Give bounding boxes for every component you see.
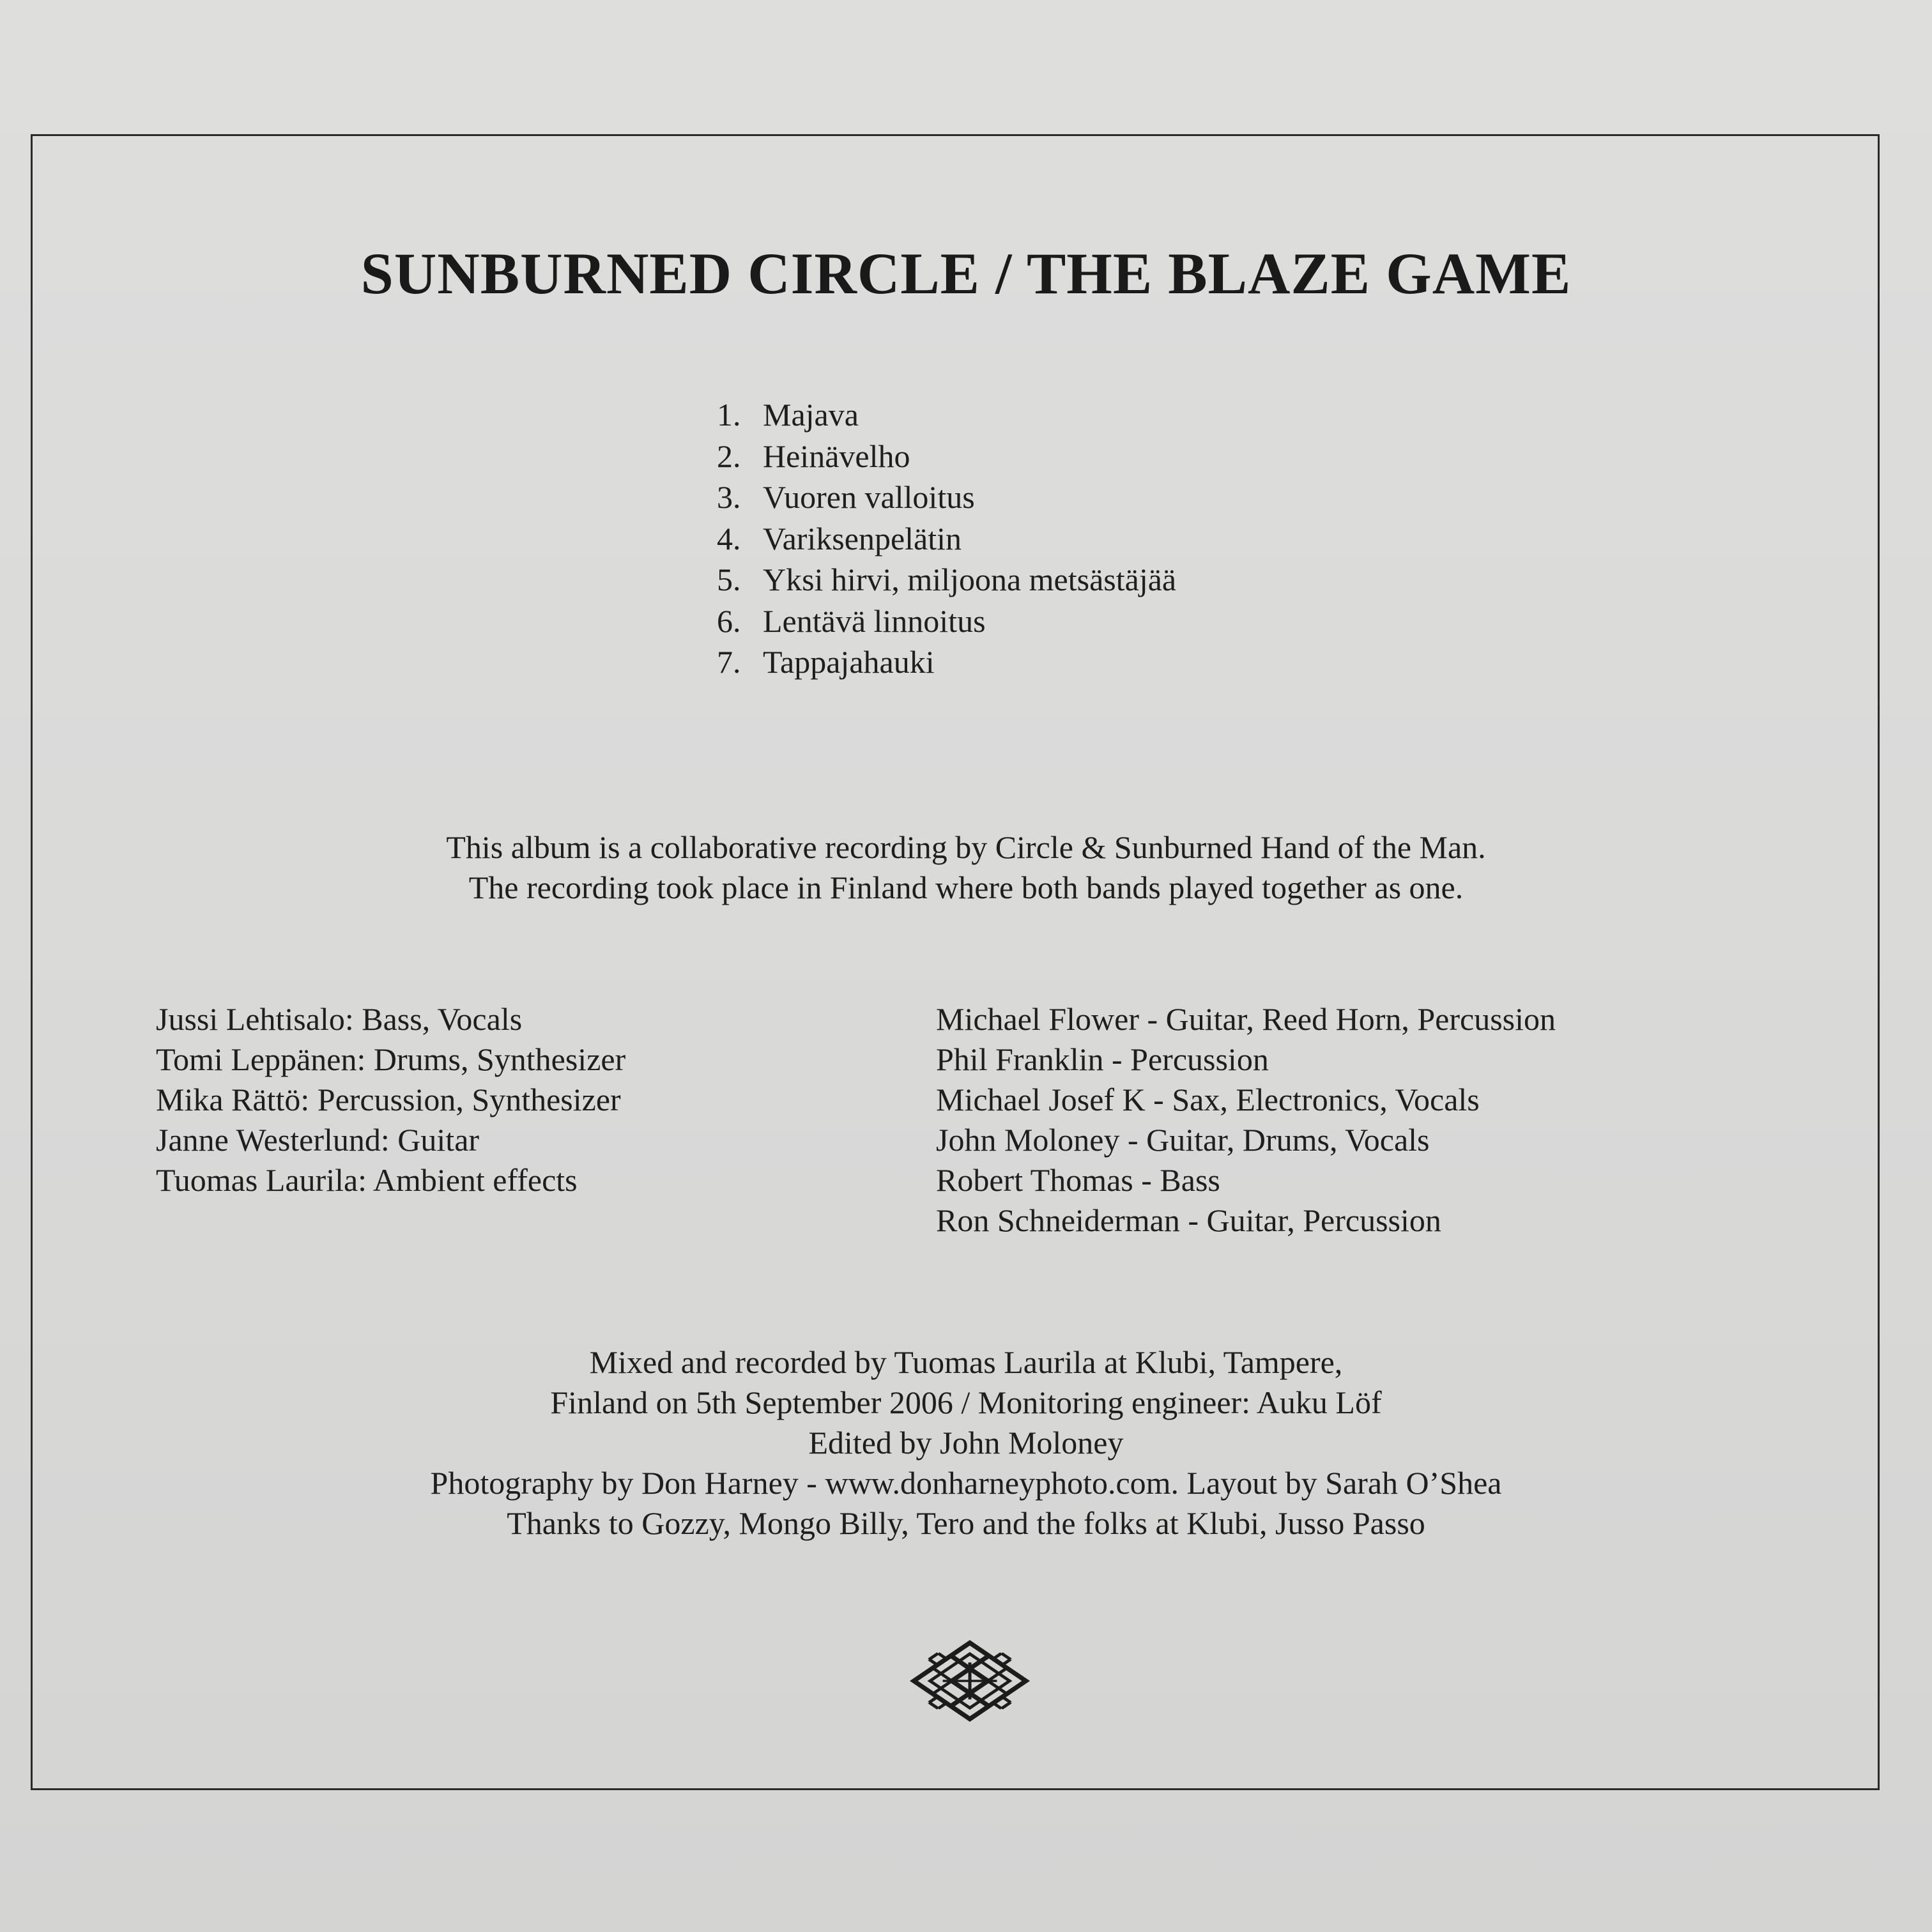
- track-item: [717, 559, 1176, 601]
- credit-line: Finland on 5th September 2006 / Monitoring engineer: Auku Löf: [550, 1384, 1382, 1420]
- member-credit: Michael Flower - Guitar, Reed Horn, Percussion: [936, 1001, 1556, 1037]
- members-circle: [156, 999, 625, 1200]
- tracklist: [717, 394, 1176, 683]
- album-title: SUNBURNED CIRCLE / THE BLAZE GAME: [360, 241, 1572, 306]
- member-credit: Tuomas Laurila: Ambient effects: [156, 1162, 578, 1198]
- track-item: [717, 641, 1176, 683]
- member-credit: Mika Rättö: Percussion, Synthesizer: [156, 1082, 621, 1117]
- member-credit: Robert Thomas - Bass: [936, 1162, 1220, 1198]
- track-name: Tappajahauki: [763, 644, 935, 680]
- production-credits: [0, 1342, 1932, 1544]
- liner-line: The recording took place in Finland where both bands played together as one.: [468, 870, 1464, 905]
- track-item: [717, 518, 1176, 560]
- liner-notes: [0, 827, 1932, 908]
- member-credit: Michael Josef K - Sax, Electronics, Vocals: [936, 1082, 1480, 1117]
- member-credit: Tomi Leppänen: Drums, Synthesizer: [156, 1041, 626, 1077]
- member-credit: Phil Franklin - Percussion: [936, 1041, 1269, 1077]
- track-name: Lentävä linnoitus: [763, 602, 986, 639]
- track-number: 4.: [717, 520, 741, 556]
- member-credit: Jussi Lehtisalo: Bass, Vocals: [156, 1001, 523, 1037]
- track-name: Yksi hirvi, miljoona metsästäjää: [763, 562, 1177, 597]
- track-item: [717, 436, 1176, 477]
- track-number: 3.: [717, 479, 741, 515]
- credit-line: Edited by John Moloney: [808, 1425, 1124, 1460]
- credit-line: Thanks to Gozzy, Mongo Billy, Tero and the folks at Klubi, Jusso Passo: [507, 1505, 1425, 1541]
- track-number: 6.: [717, 602, 741, 639]
- track-number: 7.: [717, 644, 741, 680]
- track-name: Vuoren valloitus: [763, 479, 975, 515]
- track-name: Variksenpelätin: [763, 520, 962, 556]
- member-credit: Janne Westerlund: Guitar: [156, 1122, 480, 1158]
- track-item: [717, 394, 1176, 436]
- endless-knot-icon: [900, 1633, 1040, 1729]
- track-item: [717, 477, 1176, 518]
- member-credit: Ron Schneiderman - Guitar, Percussion: [936, 1202, 1441, 1238]
- member-credit: John Moloney - Guitar, Drums, Vocals: [936, 1122, 1430, 1158]
- members-sunburned: [936, 999, 1556, 1241]
- track-number: 1.: [717, 397, 741, 433]
- track-item: [717, 601, 1176, 642]
- track-number: 5.: [717, 562, 741, 597]
- track-name: Majava: [763, 397, 859, 433]
- track-name: Heinävelho: [763, 438, 910, 474]
- track-number: 2.: [717, 438, 741, 474]
- credit-line: Mixed and recorded by Tuomas Laurila at Klubi, Tampere,: [589, 1344, 1343, 1380]
- liner-line: This album is a collaborative recording by Circle & Sunburned Hand of the Man.: [446, 829, 1486, 865]
- credit-line: Photography by Don Harney - www.donharneyphoto.com. Layout by Sarah O’Shea: [430, 1465, 1502, 1501]
